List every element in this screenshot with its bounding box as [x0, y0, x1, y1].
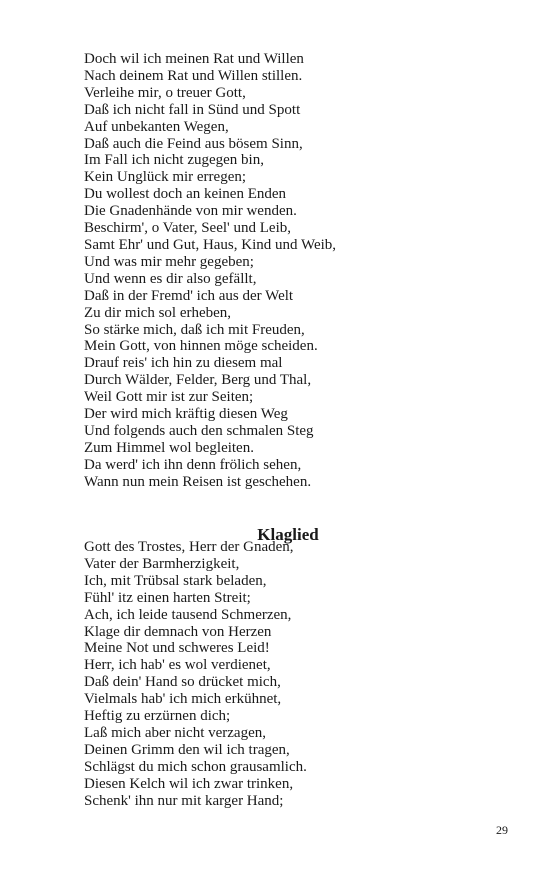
verse-line: Weil Gott mir ist zur Seiten; [84, 389, 254, 406]
verse-line: Vielmals hab' ich mich erkühnet, [84, 691, 282, 708]
poem-title: Klaglied [257, 525, 319, 545]
verse-line: Nach deinem Rat und Willen stillen. [84, 67, 303, 84]
verse-line: Zu dir mich sol erheben, [84, 304, 232, 321]
verse-line: So stärke mich, daß ich mit Freuden, [84, 321, 305, 338]
verse-line: Meine Not und schweres Leid! [84, 640, 270, 657]
verse-line: Und folgends auch den schmalen Steg [84, 422, 314, 439]
verse-line: Gott des Trostes, Herr der Gnaden, [84, 539, 294, 555]
verse-line: Samt Ehr' und Gut, Haus, Kind und Weib, [84, 236, 337, 253]
klaglied-stanza [84, 539, 484, 810]
verse-line: Zum Himmel wol begleiten. [84, 439, 254, 456]
verse-line: Du wollest doch an keinen Enden [84, 186, 287, 203]
verse-line: Mein Gott, von hinnen möge scheiden. [84, 338, 318, 355]
poem-continued-stanza [84, 51, 484, 491]
verse-line: Laß mich aber nicht verzagen, [84, 724, 266, 741]
verse-line: Herr, ich hab' es wol verdienet, [84, 657, 271, 674]
verse-line: Und was mir mehr gegeben; [84, 253, 254, 270]
verse-line: Ach, ich leide tausend Schmerzen, [84, 606, 292, 623]
verse-line: Daß ich nicht fall in Sünd und Spott [84, 101, 301, 118]
verse-line: Daß auch die Feind aus bösem Sinn, [84, 135, 303, 152]
verse-line: Deinen Grimm den wil ich tragen, [84, 741, 290, 758]
verse-line: Klage dir demnach von Herzen [84, 623, 272, 640]
verse-line: Schlägst du mich schon grausamlich. [84, 758, 307, 775]
verse-line: Daß in der Fremd' ich aus der Welt [84, 287, 294, 304]
verse-line: Und wenn es dir also gefällt, [84, 270, 257, 287]
verse-line: Auf unbekanten Wegen, [84, 118, 229, 135]
verse-line: Im Fall ich nicht zugegen bin, [84, 152, 264, 169]
verse-line: Durch Wälder, Felder, Berg und Thal, [84, 372, 312, 389]
verse-line: Ich, mit Trübsal stark beladen, [84, 572, 267, 589]
verse-line: Heftig zu erzürnen dich; [84, 708, 231, 725]
verse-line: Verleihe mir, o treuer Gott, [84, 84, 246, 101]
page-number: 29 [496, 823, 508, 837]
verse-line: Doch wil ich meinen Rat und Willen [84, 51, 304, 67]
verse-line: Drauf reis' ich hin zu diesem mal [84, 355, 283, 372]
verse-line: Kein Unglück mir erregen; [84, 169, 247, 186]
verse-line: Die Gnadenhände von mir wenden. [84, 203, 297, 220]
verse-line: Da werd' ich ihn denn frölich sehen, [84, 456, 302, 473]
verse-line: Beschirm', o Vater, Seel' und Leib, [84, 220, 291, 237]
verse-line: Fühl' itz einen harten Streit; [84, 589, 251, 606]
verse-line: Diesen Kelch wil ich zwar trinken, [84, 775, 294, 792]
verse-line: Der wird mich kräftig diesen Weg [84, 406, 288, 423]
verse-line: Schenk' ihn nur mit karger Hand; [84, 792, 284, 809]
verse-line: Wann nun mein Reisen ist geschehen. [84, 473, 312, 490]
verse-line: Vater der Barmherzigkeit, [84, 555, 240, 572]
verse-line: Daß dein' Hand so drücket mich, [84, 674, 281, 691]
